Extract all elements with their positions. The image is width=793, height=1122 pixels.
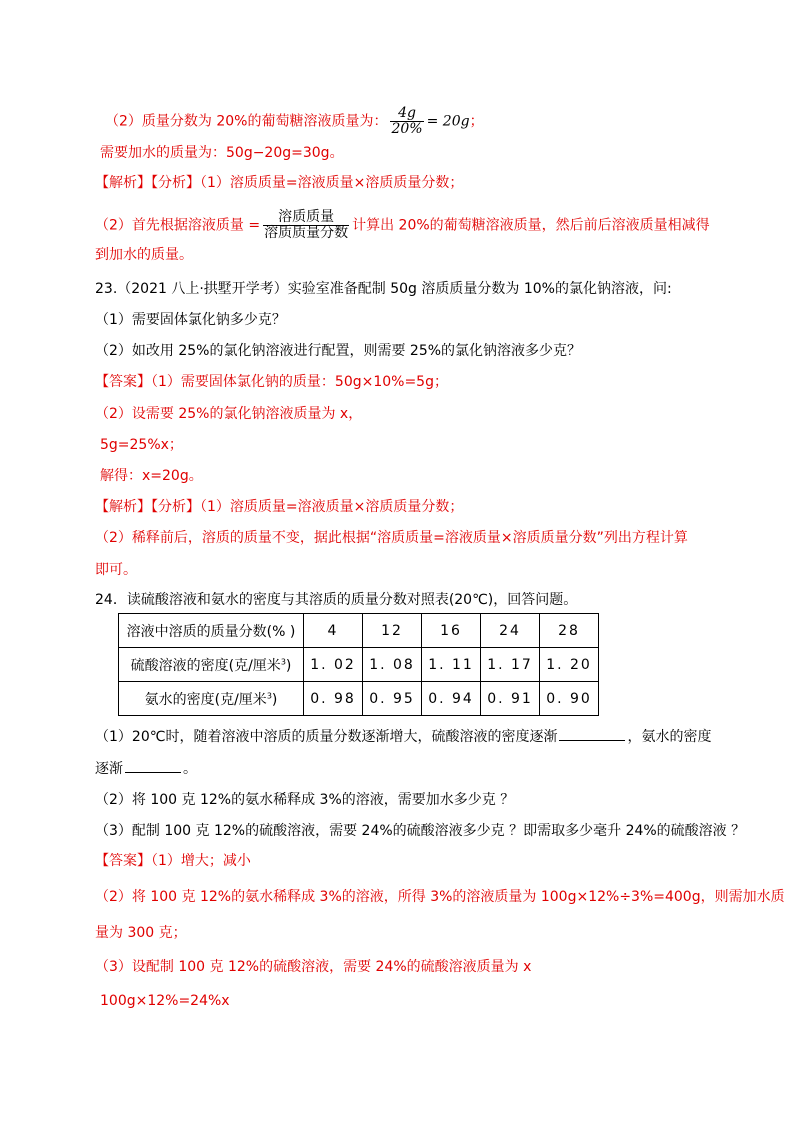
q22-part2-result: = 20g [426,113,470,130]
table-cell: 16 [422,614,481,648]
q23-sub2: （2）如改用 25%的氯化钠溶液进行配置，则需要 25%的氯化钠溶液多少克？ [95,343,582,359]
table-cell: 1. 02 [304,648,363,682]
analysis-tag: 【解析】【分析】 [95,499,200,515]
q24-answer-line5: 100g×12%=24%x [100,993,230,1009]
table-row1-label: 硫酸溶液的密度(克/厘米$^3$) [119,648,304,682]
table-cell: 0. 91 [481,682,540,716]
table-row [119,648,599,682]
q23-answer-line4: 解得：x=20g。 [100,468,203,484]
table-cell: 0. 98 [304,682,363,716]
q23-answer-line1: 【答案】（1）需要固体氯化钠的质量：50g×10%=5g； [95,374,448,390]
answer-blank[interactable] [125,758,181,773]
table-cell: 0. 94 [422,682,481,716]
q22-part2-line: （2）质量分数为 20%的葡萄糖溶液质量为： $\frac{4g}{20\%}$ = 20g； [105,105,484,137]
q22-water-line: 需要加水的质量为：50g−20g=30g。 [100,145,344,161]
answer-tag: 【答案】 [95,853,151,869]
table-row [119,614,599,648]
q24-answer-line3: 量为 300 克； [95,925,187,941]
q22-analysis-line3: 到加水的质量。 [95,247,193,263]
q24-sub1-line2: 逐渐 。 [95,758,197,779]
q23-answer-line3: 5g=25%x； [100,437,183,453]
q23-answer-line2: （2）设需要 25%的氯化钠溶液质量为 x， [95,406,363,422]
q22-analysis-line1: 【解析】【分析】（1）溶质质量=溶液质量×溶质质量分数； [95,175,464,191]
table-row [119,682,599,716]
answer-blank[interactable] [559,726,625,741]
q23-stem: 23.（2021 八上·拱墅开学考）实验室准备配制 50g 溶质质量分数为 10%的氯化钠溶液，问: [95,281,672,297]
q24-stem: 24．读硫酸溶液和氨水的密度与其溶质的质量分数对照表(20℃)，回答问题。 [95,592,578,608]
q24-sub2: （2）将 100 克 12%的氨水稀释成 3%的溶液，需要加水多少克 ？ [95,792,515,808]
q24-sub1-line1: （1）20℃时，随着溶液中溶质的质量分数逐渐增大，硫酸溶液的密度逐渐 ，氨水的密度 [95,726,711,747]
table-cell: 4 [304,614,363,648]
q24-answer-line2: （2）将 100 克 12%的氨水稀释成 3%的溶液，所得 3%的溶液质量为 100g×12%÷3%=400g，则需加水质 [95,889,785,905]
q24-answer-line1: 【答案】（1）增大；减小 [95,853,251,869]
table-cell: 28 [540,614,599,648]
q23-analysis-line2: （2）稀释前后，溶质的质量不变，据此根据“溶质质量=溶液质量×溶质质量分数”列出方程计算 [95,530,688,546]
table-cell: 0. 90 [540,682,599,716]
table-cell: 1. 08 [363,648,422,682]
q22-part2-prefix: （2）质量分数为 20%的葡萄糖溶液质量为： [105,113,388,130]
q24-answer-line4: （3）设配制 100 克 12%的硫酸溶液，需要 24%的硫酸溶液质量为 x [95,959,532,975]
q22-analysis-fraction: $\frac{\text{溶质质量}}{\text{溶质质量分数}}$ [264,209,349,241]
table-cell: 1. 17 [481,648,540,682]
q23-analysis-line3: 即可。 [95,562,137,578]
table-cell: 1. 20 [540,648,599,682]
analysis-tag: 【解析】【分析】 [95,175,200,191]
q24-sub3: （3）配制 100 克 12%的硫酸溶液，需要 24%的硫酸溶液多少克 ？即需取多少毫升 24%的硫酸溶液 ？ [95,823,746,839]
table-row2-label: 氨水的密度(克/厘米$^3$) [119,682,304,716]
table-cell: 1. 11 [422,648,481,682]
q23-sub1: （1）需要固体氯化钠多少克？ [95,312,286,328]
table-header-label: 溶液中溶质的质量分数(% ) [119,614,304,648]
table-cell: 24 [481,614,540,648]
q22-analysis-line2: （2）首先根据溶液质量 = $\frac{\text{溶质质量}}{\text{溶质质量分数}}$ 计算出 20%的葡萄糖溶液质量，然后前后溶液质量相减得 [95,209,710,241]
table-cell: 0. 95 [363,682,422,716]
table-cell: 12 [363,614,422,648]
density-table [118,613,599,716]
answer-tag: 【答案】 [95,374,151,390]
q23-analysis-line1: 【解析】【分析】（1）溶质质量=溶液质量×溶质质量分数； [95,499,464,515]
q22-part2-fraction: $\frac{4g}{20\%}$ [391,105,423,137]
